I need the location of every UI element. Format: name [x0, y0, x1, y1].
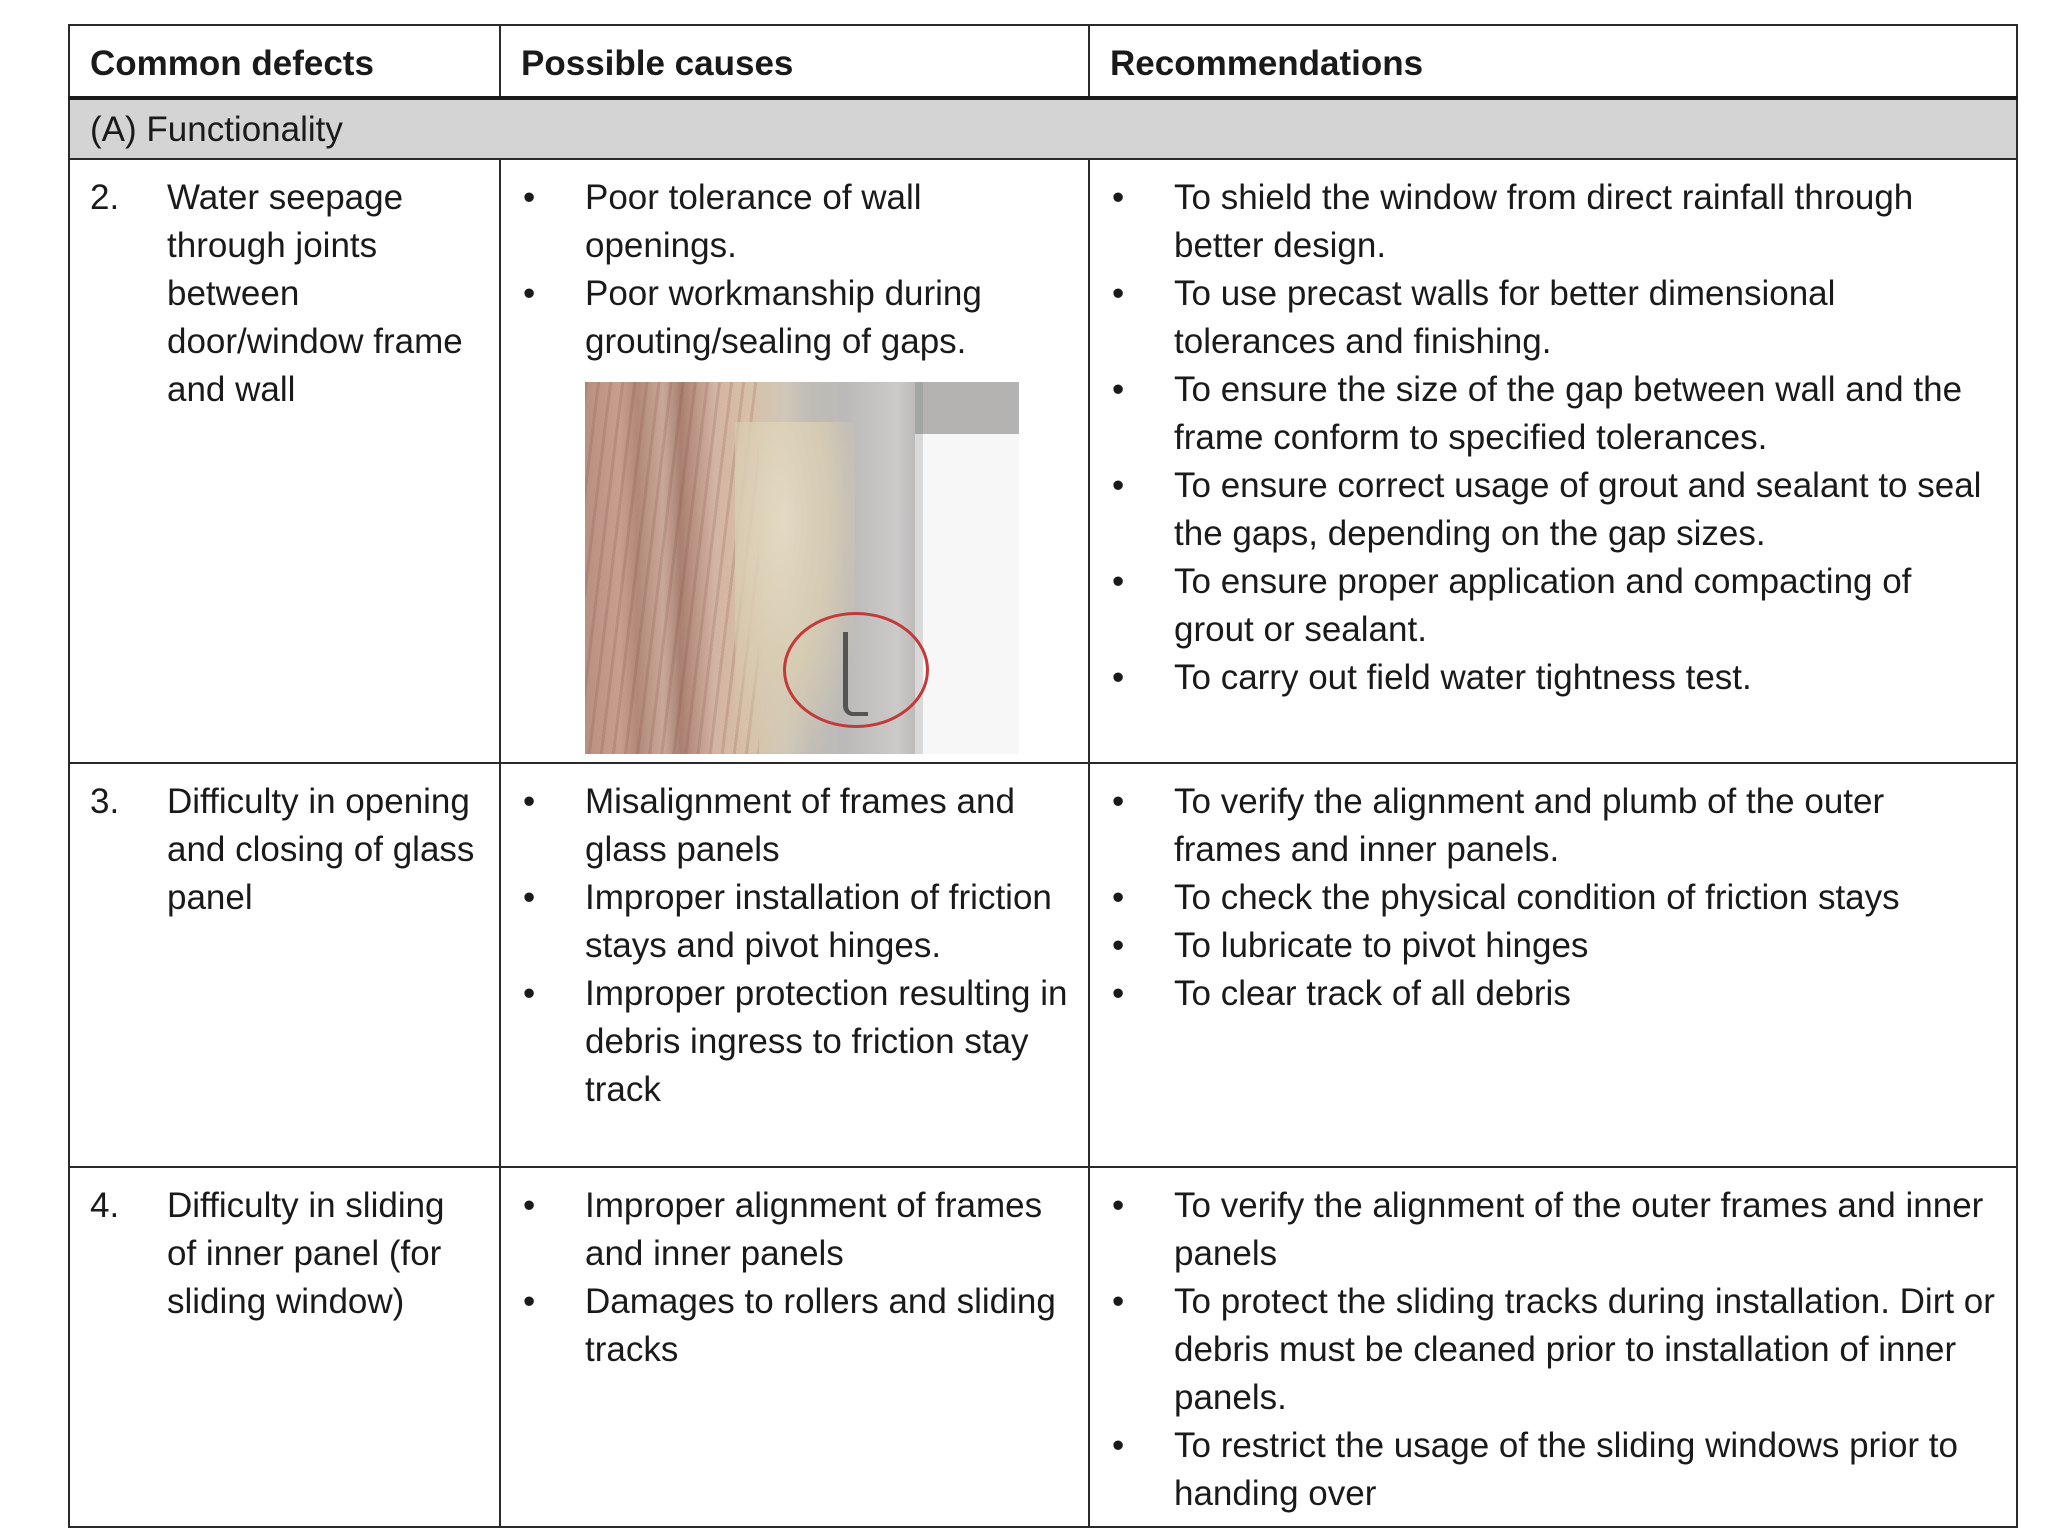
- header-possible-causes: Possible causes: [500, 25, 1089, 98]
- defect-number: 4.: [90, 1186, 120, 1225]
- causes-cell: [500, 1167, 1089, 1527]
- defect-text: Water seepage through joints between door/window frame and wall: [167, 178, 463, 409]
- recommendation-item: • To verify the alignment of the outer frames and inner panels: [1110, 1182, 1996, 1278]
- defect-cell: [69, 1167, 500, 1527]
- header-common-defects: Common defects: [69, 25, 500, 98]
- defect-text: Difficulty in opening and closing of glass panel: [167, 782, 475, 917]
- recommendation-item: • To ensure proper application and compacting of grout or sealant.: [1110, 558, 1996, 654]
- defect-cell: [69, 763, 500, 1167]
- recommendation-item: • To shield the window from direct rainfall through better design.: [1110, 174, 1996, 270]
- defect-number: 2.: [90, 178, 120, 217]
- defects-table-container: [68, 24, 2016, 1528]
- cause-item: • Improper protection resulting in debris ingress to friction stay track: [521, 970, 1068, 1114]
- causes-cell: [500, 159, 1089, 763]
- causes-cell: [500, 763, 1089, 1167]
- recommendation-item: • To protect the sliding tracks during installation. Dirt or debris must be cleaned prior to installation of inner panels.: [1110, 1278, 1996, 1422]
- header-row: [69, 25, 2017, 98]
- table-row: [69, 763, 2017, 1167]
- defect-text: Difficulty in sliding of inner panel (for sliding window): [167, 1186, 445, 1321]
- table-row: [69, 159, 2017, 763]
- seepage-photo: [585, 382, 1019, 754]
- cause-item: • Poor tolerance of wall openings.: [521, 174, 1068, 270]
- section-title: (A) Functionality: [69, 98, 2017, 159]
- cause-item: • Poor workmanship during grouting/sealing of gaps.: [521, 270, 1068, 366]
- cause-item: • Improper alignment of frames and inner panels: [521, 1182, 1068, 1278]
- recommendations-cell: [1089, 1167, 2017, 1527]
- defects-table: [68, 24, 2018, 1528]
- recommendation-item: • To restrict the usage of the sliding windows prior to handing over: [1110, 1422, 1996, 1518]
- cause-item: • Improper installation of friction stays and pivot hinges.: [521, 874, 1068, 970]
- header-recommendations: Recommendations: [1089, 25, 2017, 98]
- recommendation-item: • To clear track of all debris: [1110, 970, 1996, 1018]
- table-row: [69, 1167, 2017, 1527]
- cause-item: • Misalignment of frames and glass panels: [521, 778, 1068, 874]
- recommendation-item: • To use precast walls for better dimensional tolerances and finishing.: [1110, 270, 1996, 366]
- recommendation-item: • To carry out field water tightness test.: [1110, 654, 1996, 702]
- section-row: [69, 98, 2017, 159]
- recommendations-cell: [1089, 763, 2017, 1167]
- recommendation-item: • To ensure the size of the gap between wall and the frame conform to specified tolerances.: [1110, 366, 1996, 462]
- defect-cell: [69, 159, 500, 763]
- recommendation-item: • To lubricate to pivot hinges: [1110, 922, 1996, 970]
- cause-item: • Damages to rollers and sliding tracks: [521, 1278, 1068, 1374]
- recommendation-item: • To check the physical condition of friction stays: [1110, 874, 1996, 922]
- recommendation-item: • To ensure correct usage of grout and sealant to seal the gaps, depending on the gap sizes.: [1110, 462, 1996, 558]
- highlight-circle: [783, 612, 929, 728]
- recommendations-cell: [1089, 159, 2017, 763]
- recommendation-item: • To verify the alignment and plumb of the outer frames and inner panels.: [1110, 778, 1996, 874]
- defect-number: 3.: [90, 782, 120, 821]
